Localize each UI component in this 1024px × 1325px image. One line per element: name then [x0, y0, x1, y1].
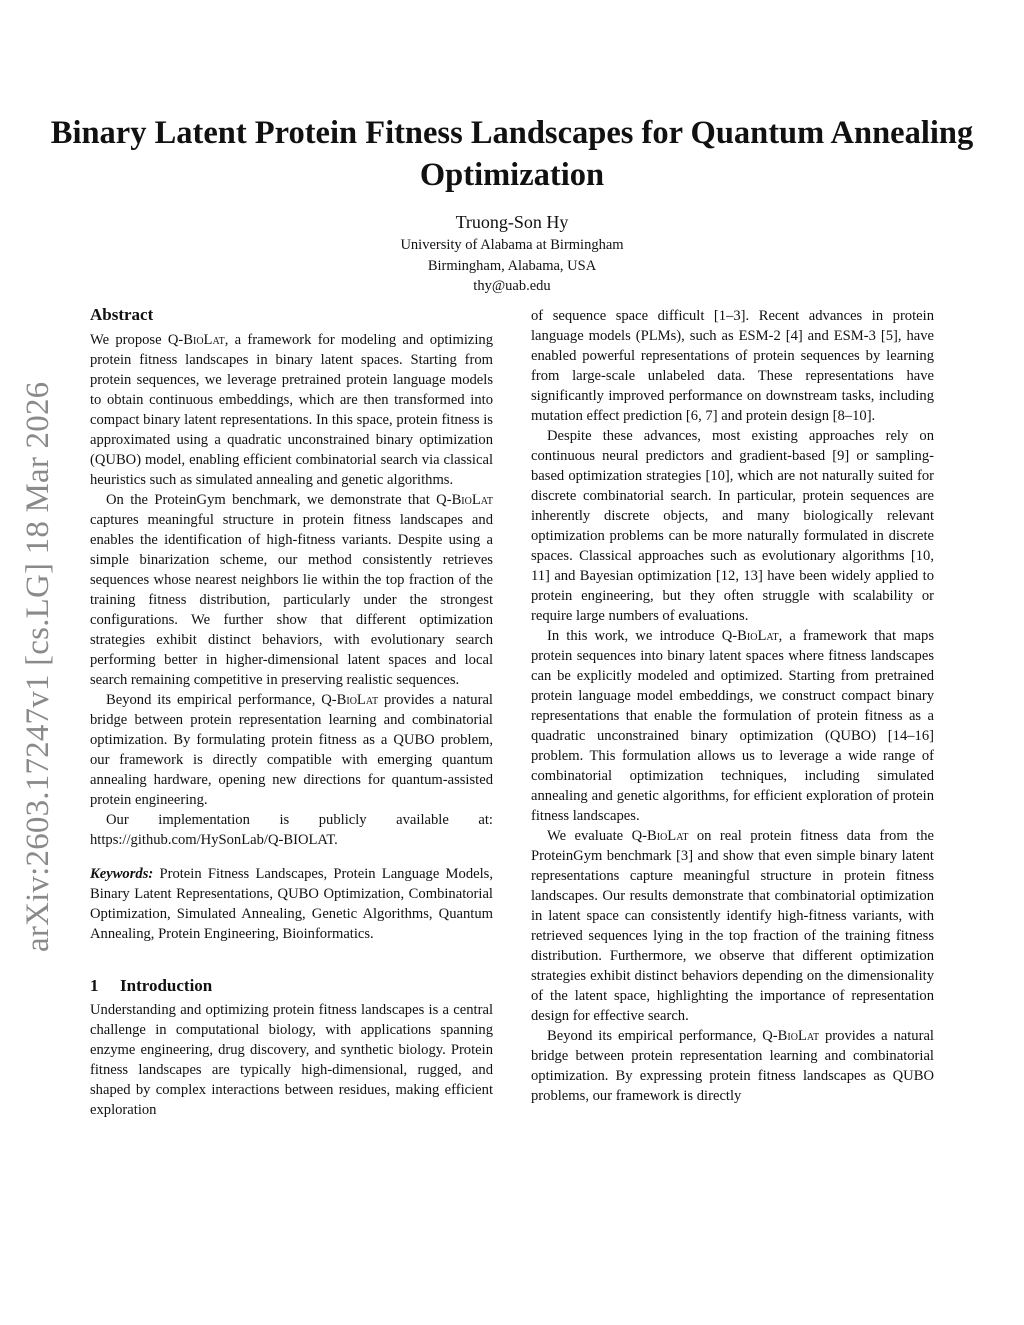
- intro-paragraph-2: Despite these advances, most existing approaches rely on continuous neural predictors and gradient-based [9] or sampling-based optimization strategies [10], which are not naturally suited for discrete combinatorial search. In particular, protein sequences are inherently discrete objects, and many biologically relevant optimization problems can be more naturally formulated in discrete spaces. Classical approaches such as evolutionary algorithms [10, 11] and Bayesian optimization [12, 13] have been widely applied to protein engineering, but they often struggle with scalability or require large numbers of evaluations.: [531, 428, 934, 624]
- keywords-label: Keywords:: [90, 866, 154, 882]
- abstract-paragraph-2: On the ProteinGym benchmark, we demonstrate that Q-BioLat captures meaningful structure in protein fitness landscapes and enables the identification of high-fitness variants. Despite using a simple binarization scheme, our method consistently retrieves sequences whose nearest neighbors lie within the top fraction of the training fitness distribution, particularly under the strongest configurations. We further show that different optimization strategies exhibit distinct behaviors, with evolutionary search performing better in higher-dimensional latent spaces and local search remaining competitive in preserving realistic sequences.: [90, 492, 493, 688]
- intro-paragraph-1-continued: of sequence space difficult [1–3]. Recent advances in protein language models (PLMs), such as ESM-2 [4] and ESM-3 [5], have enabled powerful representations of protein sequences by learning from large-scale unlabeled data. These representations have significantly improved performance on downstream tasks, including mutation effect prediction [6, 7] and protein design [8–10].: [531, 308, 934, 424]
- intro-paragraph-3: In this work, we introduce Q-BioLat, a framework that maps protein sequences into binary latent spaces where fitness landscapes can be explicitly modeled and optimized. Starting from pretrained protein language model embeddings, we construct compact binary representations that enable the formulation of protein fitness as a quadratic unconstrained binary optimization (QUBO) [14–16] problem. This formulation allows us to leverage a wide range of combinatorial optimization techniques, including simulated annealing and genetic algorithms, for efficient exploration of protein fitness landscapes.: [531, 628, 934, 824]
- abstract-heading: Abstract: [90, 305, 154, 324]
- author-location: Birmingham, Alabama, USA: [427, 257, 597, 274]
- author-email[interactable]: thy@uab.edu: [473, 278, 551, 294]
- keywords-text: Protein Fitness Landscapes, Protein Language Models, Binary Latent Representations, QUBO Optimization, Combinatorial Optimization, Simulated Annealing, Genetic Algorithms, Quantum Annealing, Protein Engineering, Bioinformatics.: [90, 866, 493, 942]
- section-heading-introduction: [90, 974, 493, 998]
- author-affiliation: University of Alabama at Birmingham: [400, 237, 624, 253]
- arxiv-identifier: arXiv:2603.17247v1 [cs.LG] 18 Mar 2026: [20, 381, 56, 952]
- paper-title: Binary Latent Protein Fitness Landscapes for Quantum Annealing Optimization: [50, 115, 974, 193]
- section-number: 1: [90, 976, 99, 995]
- left-column: [90, 303, 493, 1120]
- section-title: Introduction: [120, 976, 213, 995]
- right-column: [531, 306, 934, 1106]
- keywords: [90, 864, 493, 944]
- intro-paragraph-5: Beyond its empirical performance, Q-BioLat provides a natural bridge between protein representation learning and combinatorial optimization. By expressing protein fitness landscapes as QUBO problems, our framework is directly: [531, 1028, 934, 1104]
- intro-paragraph-4: We evaluate Q-BioLat on real protein fitness data from the ProteinGym benchmark [3] and show that even simple binary latent representations capture meaningful structure in protein fitness landscapes. Our results demonstrate that combinatorial optimization in latent space can consistently identify high-fitness variants, with retrieved sequences lying in the top fraction of the training fitness distribution. Furthermore, we observe that different optimization strategies exhibit distinct behaviors depending on the dimensionality of the latent space, highlighting the importance of representation design for effective search.: [531, 828, 934, 1024]
- abstract-paragraph-1: We propose Q-BioLat, a framework for modeling and optimizing protein fitness landscapes in binary latent spaces. Starting from protein sequences, we leverage pretrained protein language models to obtain continuous embeddings, which are then transformed into compact binary latent representations. In this space, protein fitness is approximated using a quadratic unconstrained binary optimization (QUBO) model, enabling efficient combinatorial search via classical heuristics such as simulated annealing and genetic algorithms.: [90, 332, 494, 488]
- intro-paragraph-1: Understanding and optimizing protein fitness landscapes is a central challenge in computational biology, with applications spanning enzyme engineering, drug discovery, and synthetic biology. Protein fitness landscapes are typically high-dimensional, rugged, and shaped by complex interactions between residues, making efficient exploration: [90, 1002, 493, 1118]
- abstract-paragraph-4: Our implementation is publicly available at: https://github.com/HySonLab/Q-BIOLAT.: [90, 812, 493, 848]
- author-block: [0, 209, 1024, 297]
- author-name: Truong-Son Hy: [455, 212, 569, 232]
- abstract-paragraph-3: Beyond its empirical performance, Q-BioLat provides a natural bridge between protein representation learning and combinatorial optimization. By formulating protein fitness as a QUBO problem, our framework is directly compatible with emerging quantum annealing hardware, opening new directions for quantum-assisted protein engineering.: [90, 692, 493, 808]
